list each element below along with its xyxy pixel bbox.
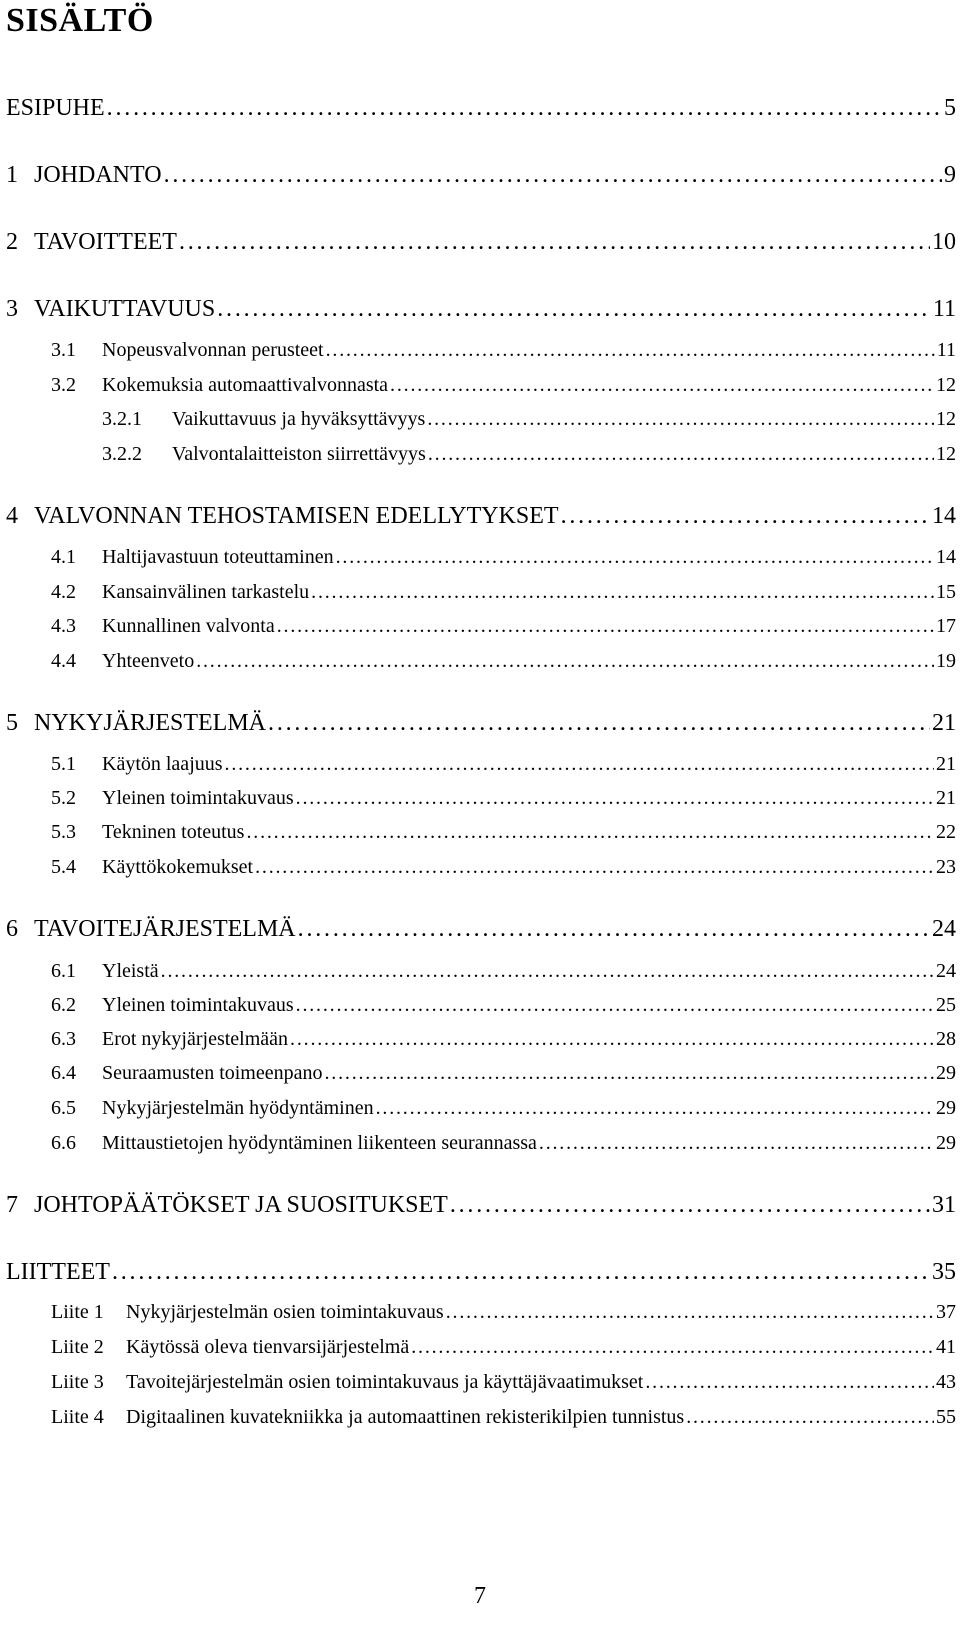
toc-entry-line: [51, 1371, 956, 1401]
toc-entry-section-1[interactable]: [0, 162, 960, 192]
toc-entry-number: 4: [6, 503, 18, 529]
toc-entry-title: Mittaustietojen hyödyntäminen liikenteen seurannassa: [102, 1132, 537, 1154]
toc-entry-title: TAVOITTEET: [34, 229, 177, 255]
toc-entry-section-2[interactable]: [0, 229, 960, 259]
toc-entry-number: Liite 3: [51, 1371, 104, 1393]
toc-entry-section-5-1[interactable]: [0, 753, 960, 783]
toc-entry-number: 5.2: [51, 787, 76, 809]
toc-entry-esipuhe[interactable]: [0, 95, 960, 125]
toc-entry-title: Nykyjärjestelmän hyödyntäminen: [102, 1097, 374, 1119]
toc-entry-section-4-1[interactable]: [0, 546, 960, 576]
toc-entry-line: [51, 1028, 956, 1058]
toc-entry-page: 28: [936, 1028, 956, 1050]
toc-entry-line: [6, 296, 956, 326]
toc-entry-page: 10: [932, 229, 956, 255]
dot-leader: [427, 408, 934, 431]
toc-entry-title: Käyttökokemukset: [102, 856, 254, 878]
toc-entry-line: [51, 994, 956, 1024]
toc-entry-line: [51, 856, 956, 886]
toc-entry-page: 5: [944, 95, 956, 121]
toc-entry-line: [6, 916, 956, 946]
toc-entry-liite-1[interactable]: [0, 1301, 960, 1331]
toc-entry-title: TAVOITEJÄRJESTELMÄ: [34, 916, 296, 942]
toc-entry-line: [51, 339, 956, 369]
toc-entry-page: 9: [944, 162, 956, 188]
toc-entry-title: LIITTEET: [6, 1259, 110, 1285]
toc-entry-title: Valvontalaitteiston siirrettävyys: [172, 443, 426, 465]
toc-entry-section-6-5[interactable]: [0, 1097, 960, 1127]
toc-entry-section-6-2[interactable]: [0, 994, 960, 1024]
toc-entry-title: NYKYJÄRJESTELMÄ: [34, 710, 267, 736]
toc-entry-section-4[interactable]: [0, 503, 960, 533]
toc-entry-page: 15: [936, 581, 956, 603]
toc-entry-liite-2[interactable]: [0, 1336, 960, 1366]
toc-entry-line: [51, 1097, 956, 1127]
toc-entry-line: [6, 1192, 956, 1222]
dot-leader: [326, 339, 935, 362]
toc-entry-line: [51, 787, 956, 817]
toc-entry-number: 3: [6, 296, 18, 322]
dot-leader: [161, 960, 934, 983]
toc-entry-line: [6, 162, 956, 192]
toc-entry-section-5[interactable]: [0, 710, 960, 740]
toc-entry-line: [6, 503, 956, 533]
toc-entry-page: 31: [932, 1192, 956, 1218]
dot-leader: [450, 1192, 930, 1219]
toc-entry-section-4-4[interactable]: [0, 650, 960, 680]
toc-entry-section-3-2[interactable]: [0, 374, 960, 404]
toc-entry-number: 3.2: [51, 374, 76, 396]
toc-entry-number: 6.5: [51, 1097, 76, 1119]
dot-leader: [446, 1301, 934, 1324]
toc-entry-line: [51, 650, 956, 680]
toc-entry-page: 11: [932, 296, 956, 322]
toc-entry-number: 5: [6, 710, 18, 736]
toc-entry-page: 12: [936, 443, 956, 465]
dot-leader: [561, 503, 930, 530]
toc-entry-line: [51, 1336, 956, 1366]
toc-entry-page: 21: [936, 787, 956, 809]
toc-entry-line: [102, 408, 956, 438]
toc-entry-page: 14: [936, 546, 956, 568]
toc-entry-number: 2: [6, 229, 18, 255]
toc-entry-page: 17: [936, 615, 956, 637]
toc-entry-number: 5.1: [51, 753, 76, 775]
toc-entry-page: 43: [936, 1371, 956, 1393]
page-title: SISÄLTÖ: [6, 2, 154, 39]
toc-entry-number: 1: [6, 162, 18, 188]
dot-leader: [411, 1336, 934, 1359]
toc-entry-title: Yhteenveto: [102, 650, 195, 672]
toc-entry-number: 4.1: [51, 546, 76, 568]
toc-entry-page: 41: [936, 1336, 956, 1358]
toc-entry-title: Yleinen toimintakuvaus: [102, 994, 294, 1016]
toc-entry-line: [51, 1406, 956, 1436]
toc-entry-line: [51, 1062, 956, 1092]
toc-entry-number: 3.1: [51, 339, 76, 361]
dot-leader: [645, 1371, 934, 1394]
toc-entry-title: Nykyjärjestelmän osien toimintakuvaus: [126, 1301, 444, 1323]
toc-entry-section-3-2-1[interactable]: [0, 408, 960, 438]
toc-entry-liitteet[interactable]: [0, 1259, 960, 1289]
toc-entry-line: [6, 710, 956, 740]
dot-leader: [376, 1097, 934, 1120]
toc-entry-section-3-1[interactable]: [0, 339, 960, 369]
toc-entry-section-5-4[interactable]: [0, 856, 960, 886]
toc-entry-title: Kokemuksia automaattivalvonnasta: [102, 374, 389, 396]
dot-leader: [336, 546, 934, 569]
toc-entry-number: 4.4: [51, 650, 76, 672]
toc-entry-number: 6.6: [51, 1132, 76, 1154]
toc-entry-number: 5.3: [51, 821, 76, 843]
dot-leader: [298, 916, 930, 943]
toc-entry-line: [6, 229, 956, 259]
toc-entry-title: JOHDANTO: [34, 162, 162, 188]
toc-entry-section-6[interactable]: [0, 916, 960, 946]
toc-entry-title: Käytössä oleva tienvarsijärjestelmä: [126, 1336, 410, 1358]
toc-entry-number: 6.1: [51, 960, 76, 982]
toc-entry-page: 55: [936, 1406, 956, 1428]
toc-entry-number: 4.3: [51, 615, 76, 637]
toc-entry-line: [6, 1259, 956, 1289]
toc-entry-title: VAIKUTTAVUUS: [34, 296, 216, 322]
toc-entry-line: [51, 1301, 956, 1331]
dot-leader: [225, 753, 934, 776]
toc-entry-title: Kansainvälinen tarkastelu: [102, 581, 310, 603]
toc-entry-page: 29: [936, 1097, 956, 1119]
dot-leader: [112, 1259, 930, 1286]
toc-entry-page: 29: [936, 1132, 956, 1154]
toc-entry-title: Seuraamusten toimeenpano: [102, 1062, 323, 1084]
toc-entry-section-5-2[interactable]: [0, 787, 960, 817]
toc-entry-line: [6, 95, 956, 125]
toc-entry-page: 29: [936, 1062, 956, 1084]
toc-entry-title: Nopeusvalvonnan perusteet: [102, 339, 324, 361]
toc-entry-line: [51, 753, 956, 783]
toc-entry-section-6-3[interactable]: [0, 1028, 960, 1058]
toc-entry-page: 21: [936, 753, 956, 775]
dot-leader: [268, 710, 930, 737]
dot-leader: [255, 856, 934, 879]
toc-entry-title: Tavoitejärjestelmän osien toimintakuvaus ja käyttäjävaatimukset: [126, 1371, 644, 1393]
toc-entry-title: Vaikuttavuus ja hyväksyttävyys: [172, 408, 426, 430]
toc-entry-line: [51, 581, 956, 611]
toc-entry-number: 6.4: [51, 1062, 76, 1084]
toc-entry-section-5-3[interactable]: [0, 821, 960, 851]
toc-entry-number: Liite 1: [51, 1301, 104, 1323]
toc-entry-number: 6.2: [51, 994, 76, 1016]
toc-entry-liite-4[interactable]: [0, 1406, 960, 1436]
toc-entry-title: Tekninen toteutus: [102, 821, 245, 843]
dot-leader: [539, 1132, 934, 1155]
toc-entry-page: 25: [936, 994, 956, 1016]
toc-entry-section-6-1[interactable]: [0, 960, 960, 990]
dot-leader: [296, 994, 934, 1017]
toc-entry-line: [51, 1132, 956, 1162]
toc-entry-page: 24: [936, 960, 956, 982]
toc-entry-page: 11: [936, 339, 956, 361]
toc-entry-line: [51, 546, 956, 576]
toc-entry-title: Erot nykyjärjestelmään: [102, 1028, 289, 1050]
toc-entry-number: 7: [6, 1192, 18, 1218]
dot-leader: [311, 581, 934, 604]
toc-entry-page: 12: [936, 374, 956, 396]
toc-entry-line: [51, 374, 956, 404]
toc-entry-line: [51, 960, 956, 990]
toc-entry-section-6-4[interactable]: [0, 1062, 960, 1092]
dot-leader: [107, 95, 942, 122]
toc-entry-title: Yleinen toimintakuvaus: [102, 787, 294, 809]
dot-leader: [325, 1062, 935, 1085]
toc-entry-page: 24: [932, 916, 956, 942]
toc-entry-section-3[interactable]: [0, 296, 960, 326]
toc-entry-section-4-2[interactable]: [0, 581, 960, 611]
toc-entry-title: Digitaalinen kuvatekniikka ja automaattinen rekisterikilpien tunnistus: [126, 1406, 685, 1428]
toc-entry-number: 6: [6, 916, 18, 942]
page-number: 7: [474, 1583, 486, 1609]
toc-entry-page: 21: [932, 710, 956, 736]
toc-entry-title: Haltijavastuun toteuttaminen: [102, 546, 334, 568]
toc-entry-title: Yleistä: [102, 960, 159, 982]
toc-entry-section-3-2-2[interactable]: [0, 443, 960, 473]
toc-entry-page: 37: [936, 1301, 956, 1323]
toc-entry-number: Liite 2: [51, 1336, 104, 1358]
dot-leader: [196, 650, 934, 673]
toc-entry-number: 5.4: [51, 856, 76, 878]
dot-leader: [179, 229, 930, 256]
toc-entry-title: Käytön laajuus: [102, 753, 223, 775]
toc-entry-line: [102, 443, 956, 473]
toc-entry-page: 12: [936, 408, 956, 430]
toc-entry-title: JOHTOPÄÄTÖKSET JA SUOSITUKSET: [34, 1192, 448, 1218]
toc-entry-page: 23: [936, 856, 956, 878]
dot-leader: [390, 374, 934, 397]
dot-leader: [217, 296, 931, 323]
toc-entry-number: 4.2: [51, 581, 76, 603]
toc-entry-number: 3.2.2: [102, 443, 142, 465]
toc-entry-line: [51, 615, 956, 645]
toc-entry-page: 22: [936, 821, 956, 843]
dot-leader: [246, 821, 934, 844]
toc-entry-title: ESIPUHE: [6, 95, 105, 121]
dot-leader: [164, 162, 942, 189]
dot-leader: [428, 443, 934, 466]
toc-entry-number: 3.2.1: [102, 408, 142, 430]
dot-leader: [296, 787, 934, 810]
toc-entry-number: Liite 4: [51, 1406, 104, 1428]
toc-entry-section-7[interactable]: [0, 1192, 960, 1222]
toc-entry-number: 6.3: [51, 1028, 76, 1050]
toc-entry-page: 19: [936, 650, 956, 672]
toc-entry-section-4-3[interactable]: [0, 615, 960, 645]
toc-entry-title: Kunnallinen valvonta: [102, 615, 275, 637]
toc-entry-section-6-6[interactable]: [0, 1132, 960, 1162]
toc-entry-title: VALVONNAN TEHOSTAMISEN EDELLYTYKSET: [34, 503, 559, 529]
toc-entry-page: 14: [932, 503, 956, 529]
toc-entry-page: 35: [932, 1259, 956, 1285]
toc-entry-line: [51, 821, 956, 851]
dot-leader: [686, 1406, 934, 1429]
dot-leader: [277, 615, 934, 638]
dot-leader: [290, 1028, 934, 1051]
toc-entry-liite-3[interactable]: [0, 1371, 960, 1401]
